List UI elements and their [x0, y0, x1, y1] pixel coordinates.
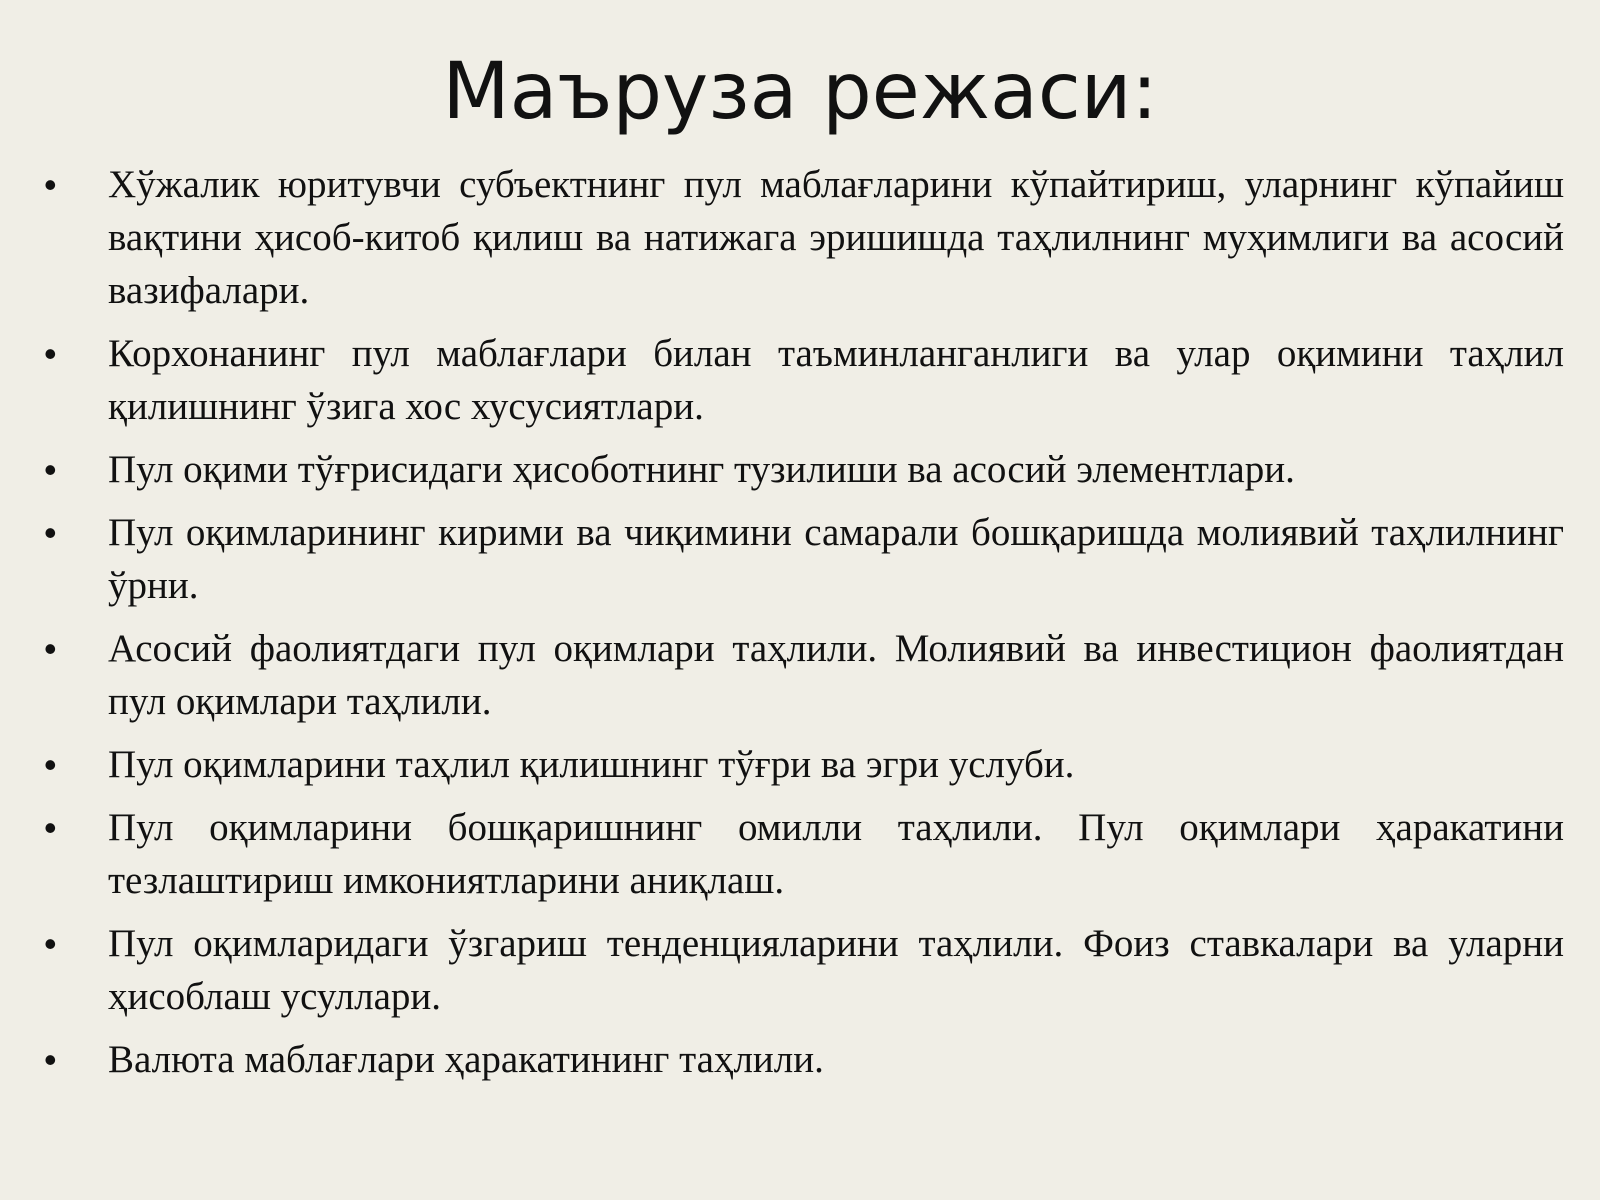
bullet-icon: • — [44, 628, 57, 669]
list-item — [44, 1033, 1564, 1086]
bullet-icon: • — [44, 1039, 57, 1080]
list-item-text: Валюта маблағлари ҳаракатининг таҳлили. — [108, 1038, 824, 1081]
bullet-icon: • — [44, 512, 57, 553]
agenda-list — [44, 158, 1564, 1096]
bullet-icon: • — [44, 807, 57, 848]
list-item — [44, 622, 1564, 728]
list-item — [44, 738, 1564, 791]
bullet-icon: • — [44, 164, 57, 205]
list-item-text: Пул оқимларини бошқаришнинг омилли таҳлили. Пул оқимлари ҳаракатини тезлаштириш имкониятларини аниқлаш. — [108, 806, 1564, 902]
bullet-icon: • — [44, 923, 57, 964]
bullet-icon: • — [44, 333, 57, 374]
list-item — [44, 327, 1564, 433]
list-item — [44, 917, 1564, 1023]
bullet-icon: • — [44, 744, 57, 785]
list-item-text: Пул оқими тўғрисидаги ҳисоботнинг тузилиши ва асосий элементлари. — [108, 448, 1295, 491]
slide-title: Маъруза режаси: — [442, 47, 1158, 137]
list-item-text: Пул оқимларини таҳлил қилишнинг тўғри ва эгри услуби. — [108, 743, 1075, 786]
list-item — [44, 158, 1564, 317]
list-item — [44, 801, 1564, 907]
bullet-icon: • — [44, 449, 57, 490]
list-item — [44, 506, 1564, 612]
list-item-text: Пул оқимларининг кирими ва чиқимини самарали бошқаришда молиявий таҳлилнинг ўрни. — [108, 511, 1564, 607]
list-item — [44, 443, 1564, 496]
list-item-text: Асосий фаолиятдаги пул оқимлари таҳлили. Молиявий ва инвестицион фаолиятдан пул оқимлари таҳлили. — [108, 627, 1564, 723]
list-item-text: Корхонанинг пул маблағлари билан таъминланганлиги ва улар оқимини таҳлил қилишнинг ўзига хос хусусиятлари. — [108, 332, 1564, 428]
list-item-text: Пул оқимларидаги ўзгариш тенденцияларини таҳлили. Фоиз ставкалари ва уларни ҳисоблаш усуллари. — [108, 922, 1564, 1018]
list-item-text: Хўжалик юритувчи субъектнинг пул маблағларини кўпайтириш, уларнинг кўпайиш вақтини ҳисоб-китоб қилиш ва натижага эришишда таҳлилнинг муҳимлиги ва асосий вазифалари. — [108, 163, 1564, 312]
